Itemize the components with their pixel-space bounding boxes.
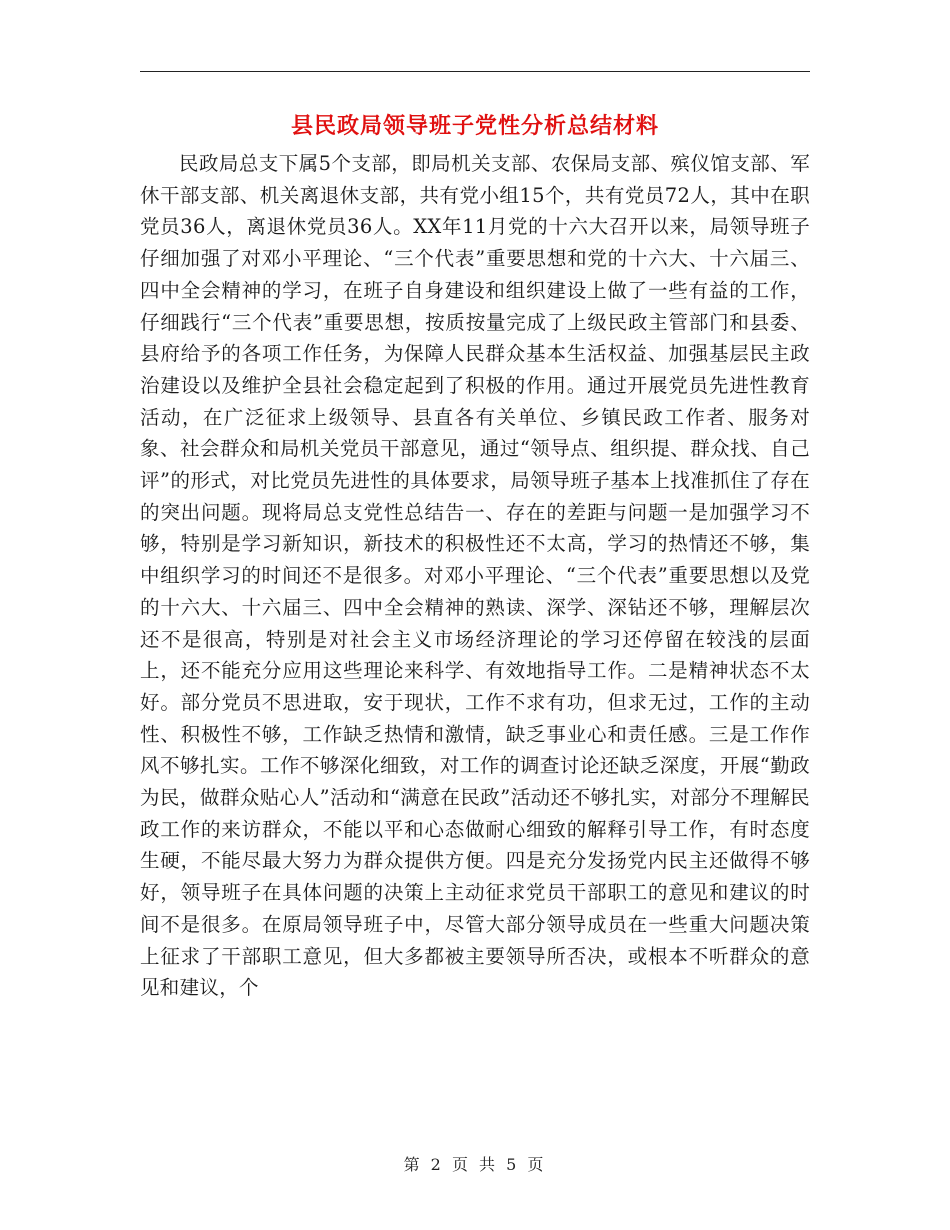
document-title: 县民政局领导班子党性分析总结材料 — [290, 113, 659, 139]
header-rule — [140, 71, 810, 72]
page-number: 第 2 页 共 5 页 — [403, 1155, 547, 1174]
body-paragraph: 民政局总支下属5个支部，即局机关支部、农保局支部、殡仪馆支部、军休干部支部、机关离退休支部，共有党小组15个，共有党员72人，其中在职党员36人，离退休党员36人。XX年11月党的十六大召开以来，局领导班子仔细加强了对邓小平理论、“三个代表”重要思想和党的十六大、十六届三、四中全会精神的学习，在班子自身建设和组织建设上做了一些有益的工作，仔细践行“三个代表”重要思想，按质按量完成了上级民政主管部门和县委、县府给予的各项工作任务，为保障人民群众基本生活权益、加强基层民主政治建设以及维护全县社会稳定起到了积极的作用。通过开展党员先进性教育活动，在广泛征求上级领导、县直各有关单位、乡镇民政工作者、服务对象、社会群众和局机关党员干部意见，通过“领导点、组织提、群众找、自己评”的形式，对比党员先进性的具体要求，局领导班子基本上找准抓住了存在的突出问题。现将局总支党性总结告一、存在的差距与问题一是加强学习不够，特别是学习新知识，新技术的积极性还不太高，学习的热情还不够，集中组织学习的时间还不是很多。对邓小平理论、“三个代表”重要思想以及党的十六大、十六届三、四中全会精神的熟读、深学、深钻还不够，理解层次还不是很高，特别是对社会主义市场经济理论的学习还停留在较浅的层面上，还不能充分应用这些理论来科学、有效地指导工作。二是精神状态不太好。部分党员不思进取，安于现状，工作不求有功，但求无过，工作的主动性、积极性不够，工作缺乏热情和激情，缺乏事业心和责任感。三是工作作风不够扎实。工作不够深化细致，对工作的调查讨论还缺乏深度，开展“勤政为民，做群众贴心人”活动和“满意在民政”活动还不够扎实，对部分不理解民政工作的来访群众，不能以平和心态做耐心细致的解释引导工作，有时态度生硬，不能尽最大努力为群众提供方便。四是充分发扬党内民主还做得不够好，领导班子在具体问题的决策上主动征求党员干部职工的意见和建议的时间不是很多。在原局领导班子中，尽管大部分领导成员在一些重大问题决策上征求了干部职工意见，但大多都被主要领导所否决，或根本不听群众的意见和建议，个 — [140, 152, 810, 1000]
